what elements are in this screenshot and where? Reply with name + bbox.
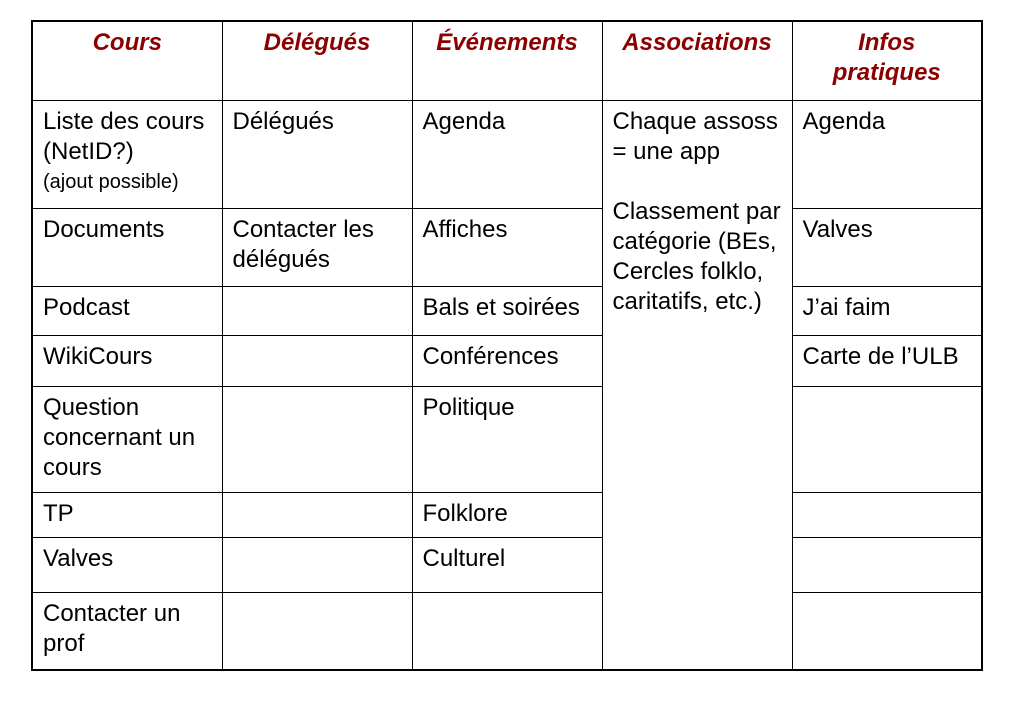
table-row	[32, 492, 982, 537]
cell-associations	[602, 100, 792, 670]
features-table	[31, 20, 983, 671]
cell-note: (ajout possible)	[43, 170, 179, 193]
associations-line-2: Classement par catégorie (BEs, Cercles folklo, caritatifs, etc.)	[612, 197, 781, 315]
cell-cours: Contacter un prof	[32, 592, 222, 670]
associations-line-1: Chaque assoss = une app	[612, 107, 778, 165]
cell-infos: Agenda	[792, 100, 982, 208]
cell-text: Liste des cours (NetID?)	[43, 107, 205, 165]
header-row	[32, 21, 982, 100]
cell-evenements: Folklore	[412, 492, 602, 537]
header-infos-pratiques: Infos pratiques	[792, 21, 982, 100]
header-delegues: Délégués	[222, 21, 412, 100]
table-row	[32, 100, 982, 208]
cell-infos: Valves	[792, 208, 982, 286]
cell-cours: Documents	[32, 208, 222, 286]
cell-evenements: Conférences	[412, 335, 602, 386]
table-row	[32, 537, 982, 592]
cell-delegues	[222, 492, 412, 537]
cell-evenements: Affiches	[412, 208, 602, 286]
cell-delegues	[222, 286, 412, 335]
cell-delegues	[222, 335, 412, 386]
cell-evenements: Agenda	[412, 100, 602, 208]
cell-delegues: Contacter les délégués	[222, 208, 412, 286]
header-associations: Associations	[602, 21, 792, 100]
table-row	[32, 208, 982, 286]
table-row	[32, 386, 982, 492]
header-cours: Cours	[32, 21, 222, 100]
cell-cours: Valves	[32, 537, 222, 592]
cell-evenements: Culturel	[412, 537, 602, 592]
cell-cours: WikiCours	[32, 335, 222, 386]
cell-infos	[792, 592, 982, 670]
cell-infos: J’ai faim	[792, 286, 982, 335]
cell-infos	[792, 492, 982, 537]
cell-infos: Carte de l’ULB	[792, 335, 982, 386]
cell-cours: Podcast	[32, 286, 222, 335]
cell-cours: TP	[32, 492, 222, 537]
header-evenements: Événements	[412, 21, 602, 100]
cell-infos	[792, 386, 982, 492]
cell-delegues	[222, 537, 412, 592]
cell-cours	[32, 100, 222, 208]
cell-delegues: Délégués	[222, 100, 412, 208]
cell-infos	[792, 537, 982, 592]
table-row	[32, 286, 982, 335]
cell-evenements: Bals et soirées	[412, 286, 602, 335]
table-row	[32, 335, 982, 386]
cell-delegues	[222, 386, 412, 492]
table-row	[32, 592, 982, 670]
cell-delegues	[222, 592, 412, 670]
cell-cours: Question concernant un cours	[32, 386, 222, 492]
cell-evenements: Politique	[412, 386, 602, 492]
cell-evenements	[412, 592, 602, 670]
